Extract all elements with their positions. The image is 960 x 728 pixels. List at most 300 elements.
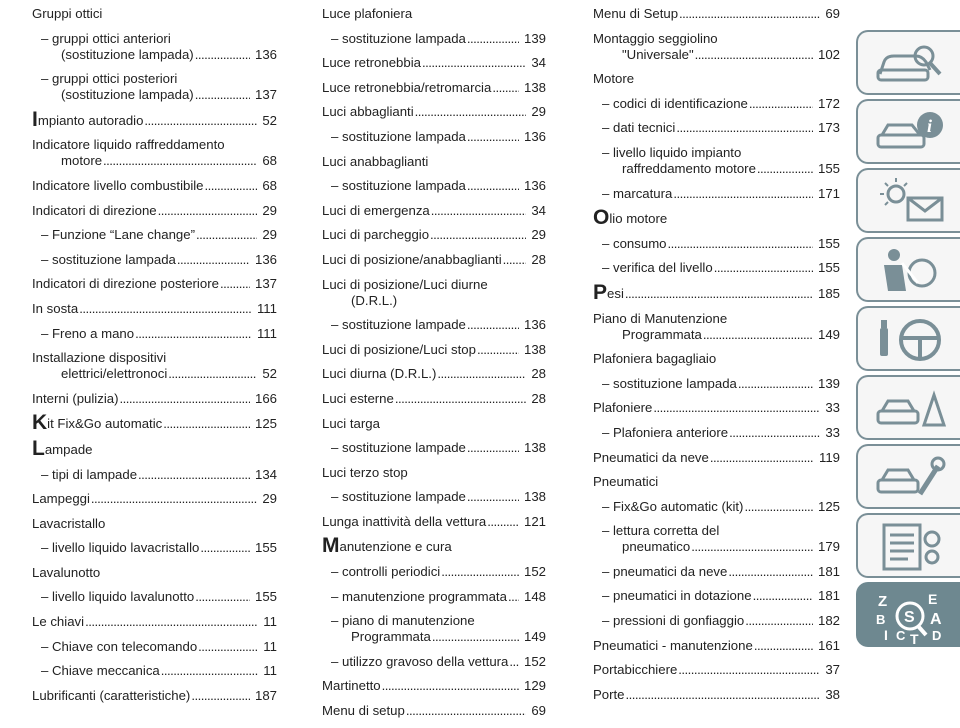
- page-number: 11: [263, 663, 277, 679]
- index-subentry[interactable]: [32, 639, 277, 655]
- entry-label: – Chiave con telecomando: [41, 638, 198, 654]
- entry-line: [602, 145, 840, 161]
- entry-row: [322, 391, 546, 407]
- entry-row: [322, 366, 546, 382]
- entry-row: [331, 31, 546, 47]
- page-number: 29: [262, 491, 277, 507]
- dot-leader: [205, 178, 258, 194]
- entry-row: [602, 236, 840, 252]
- index-entry[interactable]: [322, 203, 546, 219]
- svg-text:D: D: [932, 628, 942, 643]
- section-letter: K: [32, 411, 48, 435]
- entry-row: [593, 400, 840, 416]
- page-number: 119: [818, 449, 840, 465]
- entry-line: [593, 311, 840, 327]
- entry-row: [322, 252, 546, 268]
- index-entry[interactable]: [322, 678, 546, 694]
- tab-starting-driving[interactable]: [856, 306, 960, 371]
- entry-label: – verifica del livello: [602, 260, 713, 276]
- index-subentry[interactable]: [593, 588, 840, 604]
- index-subentry[interactable]: [593, 260, 840, 276]
- index-subentry[interactable]: [593, 120, 840, 136]
- entry-row: [322, 203, 546, 219]
- page-number: 68: [262, 153, 277, 169]
- entry-row: [41, 47, 277, 63]
- entry-label: – sostituzione lampada: [602, 375, 737, 391]
- index-subentry[interactable]: [32, 326, 277, 342]
- index-heading[interactable]: [322, 277, 546, 309]
- entry-label: (sostituzione lampada): [61, 46, 194, 62]
- entry-label: Luce retronebbia/retromarcia: [322, 79, 492, 95]
- entry-label: – manutenzione programmata: [331, 588, 507, 604]
- index-entry[interactable]: [322, 55, 546, 71]
- index-entry[interactable]: [593, 687, 840, 703]
- entry-line: [602, 523, 840, 539]
- index-heading[interactable]: [593, 351, 840, 367]
- dot-leader: [432, 629, 519, 645]
- index-subentry[interactable]: [593, 236, 840, 252]
- entry-row: [41, 227, 277, 243]
- entry-row: [602, 186, 840, 202]
- dot-leader: [168, 366, 257, 382]
- entry-label: – gruppi ottici anteriori: [41, 30, 171, 46]
- index-subentry[interactable]: [593, 564, 840, 580]
- page-number: 181: [817, 588, 840, 604]
- entry-row: [322, 342, 546, 358]
- dot-leader: [626, 687, 821, 703]
- dot-leader: [158, 203, 258, 219]
- entry-label: Plafoniere: [593, 400, 653, 416]
- entry-continuation: [322, 293, 546, 309]
- entry-label: – dati tecnici: [602, 120, 676, 136]
- entry-label: Luci diurna (D.R.L.): [322, 366, 437, 382]
- index-subentry[interactable]: [32, 71, 277, 103]
- entry-row: [602, 539, 840, 555]
- entry-label: Pneumatici - manutenzione: [593, 637, 753, 653]
- svg-text:C: C: [896, 628, 906, 643]
- index-subentry[interactable]: [322, 31, 546, 47]
- entry-label: Luci esterne: [322, 390, 394, 406]
- tab-safety[interactable]: [856, 237, 960, 302]
- dot-leader: [191, 688, 250, 704]
- index-heading[interactable]: [322, 416, 546, 432]
- entry-row: [32, 491, 277, 507]
- entry-label: (D.R.L.): [351, 292, 398, 308]
- entry-label: Luci di parcheggio: [322, 227, 430, 243]
- entry-label: [32, 411, 163, 435]
- index-heading[interactable]: [32, 565, 277, 581]
- page-number: 29: [531, 104, 546, 120]
- index-entry[interactable]: [32, 491, 277, 507]
- dot-leader: [728, 564, 813, 580]
- entry-label: – pneumatici da neve: [602, 563, 728, 579]
- page-number: 38: [825, 686, 840, 702]
- tab-alphabetical-index[interactable]: [856, 582, 960, 647]
- dot-leader: [467, 317, 519, 333]
- page-number: 29: [262, 202, 277, 218]
- page-number: 29: [531, 227, 546, 243]
- page-number: 33: [825, 424, 840, 440]
- dot-leader: [492, 80, 519, 96]
- entry-row: [593, 47, 840, 63]
- dot-leader: [467, 178, 519, 194]
- page-number: 166: [254, 390, 277, 406]
- index-subentry[interactable]: [593, 523, 840, 555]
- page-number: 139: [523, 30, 546, 46]
- index-entry[interactable]: [322, 227, 546, 243]
- entry-label: – marcatura: [602, 185, 673, 201]
- svg-text:S: S: [904, 609, 915, 626]
- entry-row: [331, 440, 546, 456]
- entry-label: Porte: [593, 686, 625, 702]
- entry-label: Lubrificanti (caratteristiche): [32, 687, 191, 703]
- entry-row: [32, 107, 277, 131]
- index-entry[interactable]: [32, 137, 277, 169]
- index-subentry[interactable]: [593, 145, 840, 177]
- dot-leader: [678, 662, 820, 678]
- page-number: 111: [256, 300, 277, 316]
- index-subentry[interactable]: [593, 96, 840, 112]
- page-number: 37: [825, 662, 840, 678]
- index-subentry[interactable]: [322, 654, 546, 670]
- index-subentry[interactable]: [32, 467, 277, 483]
- section-letter: I: [32, 107, 38, 131]
- dot-leader: [138, 467, 250, 483]
- entry-label: – Chiave meccanica: [41, 663, 160, 679]
- dot-leader: [415, 104, 527, 120]
- entry-label: – Funzione “Lane change”: [41, 227, 195, 243]
- entry-row: [593, 687, 840, 703]
- index-subentry[interactable]: [32, 589, 277, 605]
- letter-section-entry[interactable]: [593, 280, 840, 304]
- index-column-1: [32, 6, 277, 712]
- page-number: 28: [531, 390, 546, 406]
- dot-leader: [382, 678, 519, 694]
- dot-leader: [135, 326, 252, 342]
- entry-label: Portabicchiere: [593, 662, 678, 678]
- page-number: 138: [523, 489, 546, 505]
- entry-label: – lettura corretta del: [602, 523, 720, 539]
- index-entry[interactable]: [32, 391, 277, 407]
- page-number: 11: [263, 638, 277, 654]
- page-number: 182: [817, 613, 840, 629]
- entry-row: [602, 564, 840, 580]
- entry-label: Luce plafoniera: [322, 6, 413, 21]
- dot-leader: [220, 276, 250, 292]
- letter-section-entry[interactable]: [32, 411, 277, 435]
- svg-text:T: T: [910, 631, 919, 644]
- index-heading[interactable]: [32, 516, 277, 532]
- page-number: 28: [531, 366, 546, 382]
- dot-leader: [744, 499, 813, 515]
- index-alphabet-icon: [872, 588, 952, 644]
- page-number: 179: [817, 539, 840, 555]
- page-number: 137: [254, 87, 277, 103]
- dot-leader: [177, 252, 250, 268]
- index-entry[interactable]: [593, 311, 840, 343]
- entry-label: Plafoniera bagagliaio: [593, 351, 717, 367]
- safety-airbag-icon: [872, 243, 952, 299]
- index-entry[interactable]: [32, 178, 277, 194]
- index-heading[interactable]: [593, 474, 840, 490]
- page-number: 52: [262, 112, 277, 128]
- index-entry[interactable]: [32, 688, 277, 704]
- index-entry[interactable]: [322, 104, 546, 120]
- index-entry[interactable]: [322, 366, 546, 382]
- entry-row: [593, 6, 840, 22]
- steering-wheel-icon: [872, 312, 952, 368]
- index-subentry[interactable]: [32, 31, 277, 63]
- dot-leader: [196, 227, 257, 243]
- dot-leader: [144, 113, 257, 129]
- tab-emergency[interactable]: [856, 375, 960, 440]
- entry-line: [593, 31, 840, 47]
- page-number: 171: [817, 185, 840, 201]
- entry-row: [602, 613, 840, 629]
- entry-row: [41, 467, 277, 483]
- dot-leader: [695, 47, 813, 63]
- chapter-sidebar: [856, 30, 960, 651]
- entry-label: – Fix&Go automatic (kit): [602, 498, 744, 514]
- car-search-icon: [872, 36, 952, 92]
- entry-row: [322, 703, 546, 719]
- section-letter: P: [593, 280, 608, 304]
- entry-label: Motore: [593, 71, 635, 87]
- page-number: 34: [531, 202, 546, 218]
- page-number: 136: [523, 317, 546, 333]
- index-entry[interactable]: [593, 6, 840, 22]
- index-heading[interactable]: [32, 6, 277, 22]
- entry-label: – tipi di lampade: [41, 466, 138, 482]
- entry-label: Lavacristallo: [32, 515, 106, 531]
- index-entry[interactable]: [322, 342, 546, 358]
- index-entry[interactable]: [32, 203, 277, 219]
- index-entry[interactable]: [32, 614, 277, 630]
- dot-leader: [406, 703, 526, 719]
- entry-row: [602, 161, 840, 177]
- entry-row: [593, 450, 840, 466]
- index-subentry[interactable]: [322, 613, 546, 645]
- index-entry[interactable]: [593, 450, 840, 466]
- entry-label: Menu di setup: [322, 703, 405, 719]
- index-entry[interactable]: [593, 662, 840, 678]
- entry-label: – livello liquido lavacristallo: [41, 540, 200, 556]
- index-entry[interactable]: [593, 400, 840, 416]
- dot-leader: [200, 540, 250, 556]
- entry-label: motore: [61, 153, 103, 169]
- dot-leader: [198, 639, 258, 655]
- index-entry[interactable]: [32, 350, 277, 382]
- entry-label: – gruppi ottici posteriori: [41, 71, 178, 87]
- dot-leader: [103, 153, 257, 169]
- dot-leader: [509, 654, 519, 670]
- entry-row: [32, 614, 277, 630]
- page-number: 155: [254, 589, 277, 605]
- entry-row: [602, 499, 840, 515]
- index-heading[interactable]: [322, 6, 546, 22]
- dot-leader: [163, 416, 250, 432]
- entry-label: Luci terzo stop: [322, 464, 408, 480]
- dot-leader: [487, 514, 519, 530]
- letter-section-entry[interactable]: [593, 206, 840, 230]
- entry-label: Indicatori di direzione: [32, 202, 157, 218]
- index-subentry[interactable]: [322, 440, 546, 456]
- index-subentry[interactable]: [322, 178, 546, 194]
- entry-label-rest: mpianto autoradio: [37, 112, 144, 128]
- dot-leader: [729, 425, 820, 441]
- entry-label: – sostituzione lampada: [331, 128, 466, 144]
- page-number: 33: [825, 400, 840, 416]
- page-number: 152: [523, 653, 546, 669]
- entry-row: [593, 662, 840, 678]
- entry-line: [41, 31, 277, 47]
- car-info-icon: [872, 105, 952, 161]
- entry-label: – piano di manutenzione: [331, 613, 475, 629]
- svg-text:B: B: [876, 612, 886, 627]
- dot-leader: [422, 55, 526, 71]
- entry-row: [32, 411, 277, 435]
- index-entry[interactable]: [322, 252, 546, 268]
- index-subentry[interactable]: [32, 252, 277, 268]
- section-letter: M: [322, 534, 340, 558]
- page-number: 28: [531, 251, 546, 267]
- dot-leader: [676, 120, 813, 136]
- entry-label: [593, 206, 668, 230]
- page-number: 34: [531, 55, 546, 71]
- index-subentry[interactable]: [32, 227, 277, 243]
- page-number: 129: [523, 678, 546, 694]
- index-subentry[interactable]: [322, 129, 546, 145]
- entry-line: [32, 137, 277, 153]
- tab-technical-data[interactable]: [856, 513, 960, 578]
- entry-label: [322, 534, 452, 558]
- entry-label: – codici di identificazione: [602, 95, 748, 111]
- entry-row: [331, 589, 546, 605]
- entry-label-rest: lio motore: [609, 211, 668, 227]
- index-subentry[interactable]: [593, 499, 840, 515]
- section-letter: O: [593, 206, 610, 230]
- entry-label: Luci anabbaglianti: [322, 153, 429, 169]
- tab-maintenance[interactable]: [856, 444, 960, 509]
- index-subentry[interactable]: [322, 317, 546, 333]
- dot-leader: [161, 663, 259, 679]
- dot-leader: [508, 589, 519, 605]
- tab-knowing-car[interactable]: [856, 30, 960, 95]
- entry-label: raffreddamento motore: [622, 160, 756, 176]
- dot-leader: [91, 491, 257, 507]
- index-entry[interactable]: [32, 276, 277, 292]
- letter-section-entry[interactable]: [32, 107, 277, 131]
- index-subentry[interactable]: [322, 589, 546, 605]
- index-entry[interactable]: [322, 80, 546, 96]
- entry-row: [41, 252, 277, 268]
- entry-label: [32, 436, 93, 460]
- dot-leader: [749, 96, 813, 112]
- index-subentry[interactable]: [593, 425, 840, 441]
- index-entry[interactable]: [322, 514, 546, 530]
- index-entry[interactable]: [593, 638, 840, 654]
- index-heading[interactable]: [593, 71, 840, 87]
- index-subentry[interactable]: [32, 540, 277, 556]
- index-column-2: [322, 6, 546, 728]
- dot-leader: [757, 161, 813, 177]
- index-subentry[interactable]: [32, 663, 277, 679]
- entry-label: Pneumatici da neve: [593, 449, 709, 465]
- dot-leader: [395, 391, 526, 407]
- dot-leader: [745, 613, 813, 629]
- entry-row: [322, 678, 546, 694]
- dot-leader: [467, 440, 519, 456]
- svg-text:A: A: [930, 611, 942, 628]
- index-subentry[interactable]: [593, 376, 840, 392]
- entry-label: Lunga inattività della vettura: [322, 513, 487, 529]
- entry-label: Menu di Setup: [593, 6, 679, 21]
- dot-leader: [195, 87, 250, 103]
- entry-label: – Plafoniera anteriore: [602, 424, 729, 440]
- page-number: 11: [263, 614, 277, 630]
- page-number: 125: [817, 498, 840, 514]
- index-subentry[interactable]: [593, 613, 840, 629]
- emergency-warning-icon: [872, 381, 952, 437]
- entry-label: Indicatore liquido raffreddamento: [32, 137, 225, 153]
- entry-label: Programmata: [622, 326, 702, 342]
- tab-dashboard[interactable]: [856, 99, 960, 164]
- entry-label: Programmata: [351, 629, 431, 645]
- entry-label: In sosta: [32, 300, 79, 316]
- index-heading[interactable]: [322, 465, 546, 481]
- tab-lights[interactable]: [856, 168, 960, 233]
- entry-label: – controlli periodici: [331, 564, 441, 580]
- dot-leader: [714, 260, 813, 276]
- letter-section-entry[interactable]: [32, 436, 277, 460]
- entry-label: Luci di posizione/Luci diurne: [322, 276, 488, 292]
- index-entry[interactable]: [32, 301, 277, 317]
- entry-row: [32, 366, 277, 382]
- index-subentry[interactable]: [322, 564, 546, 580]
- page-number: 152: [523, 564, 546, 580]
- index-subentry[interactable]: [322, 489, 546, 505]
- entry-row: [322, 227, 546, 243]
- entry-label: pneumatico: [622, 539, 691, 555]
- entry-row: [41, 87, 277, 103]
- letter-section-entry[interactable]: [322, 534, 546, 558]
- page-number: 52: [262, 366, 277, 382]
- page-number: 69: [825, 6, 840, 21]
- entry-label: – livello liquido lavalunotto: [41, 589, 195, 605]
- index-heading[interactable]: [322, 154, 546, 170]
- index-entry[interactable]: [322, 391, 546, 407]
- entry-row: [32, 178, 277, 194]
- index-subentry[interactable]: [593, 186, 840, 202]
- dot-leader: [467, 489, 519, 505]
- dashboard-lights-icon: [872, 174, 952, 230]
- index-entry[interactable]: [593, 31, 840, 63]
- entry-row: [593, 280, 840, 304]
- entry-label: – sostituzione lampada: [41, 251, 176, 267]
- entry-label: Pneumatici: [593, 474, 659, 490]
- entry-label: Interni (pulizia): [32, 390, 119, 406]
- entry-row: [331, 317, 546, 333]
- dot-leader: [710, 450, 814, 466]
- entry-row: [602, 376, 840, 392]
- entry-label: Luci di posizione/Luci stop: [322, 341, 476, 357]
- svg-text:I: I: [884, 627, 888, 643]
- entry-label: [593, 280, 624, 304]
- index-entry[interactable]: [322, 703, 546, 719]
- entry-label: elettrici/elettronoci: [61, 366, 168, 382]
- entry-row: [602, 588, 840, 604]
- entry-row: [593, 638, 840, 654]
